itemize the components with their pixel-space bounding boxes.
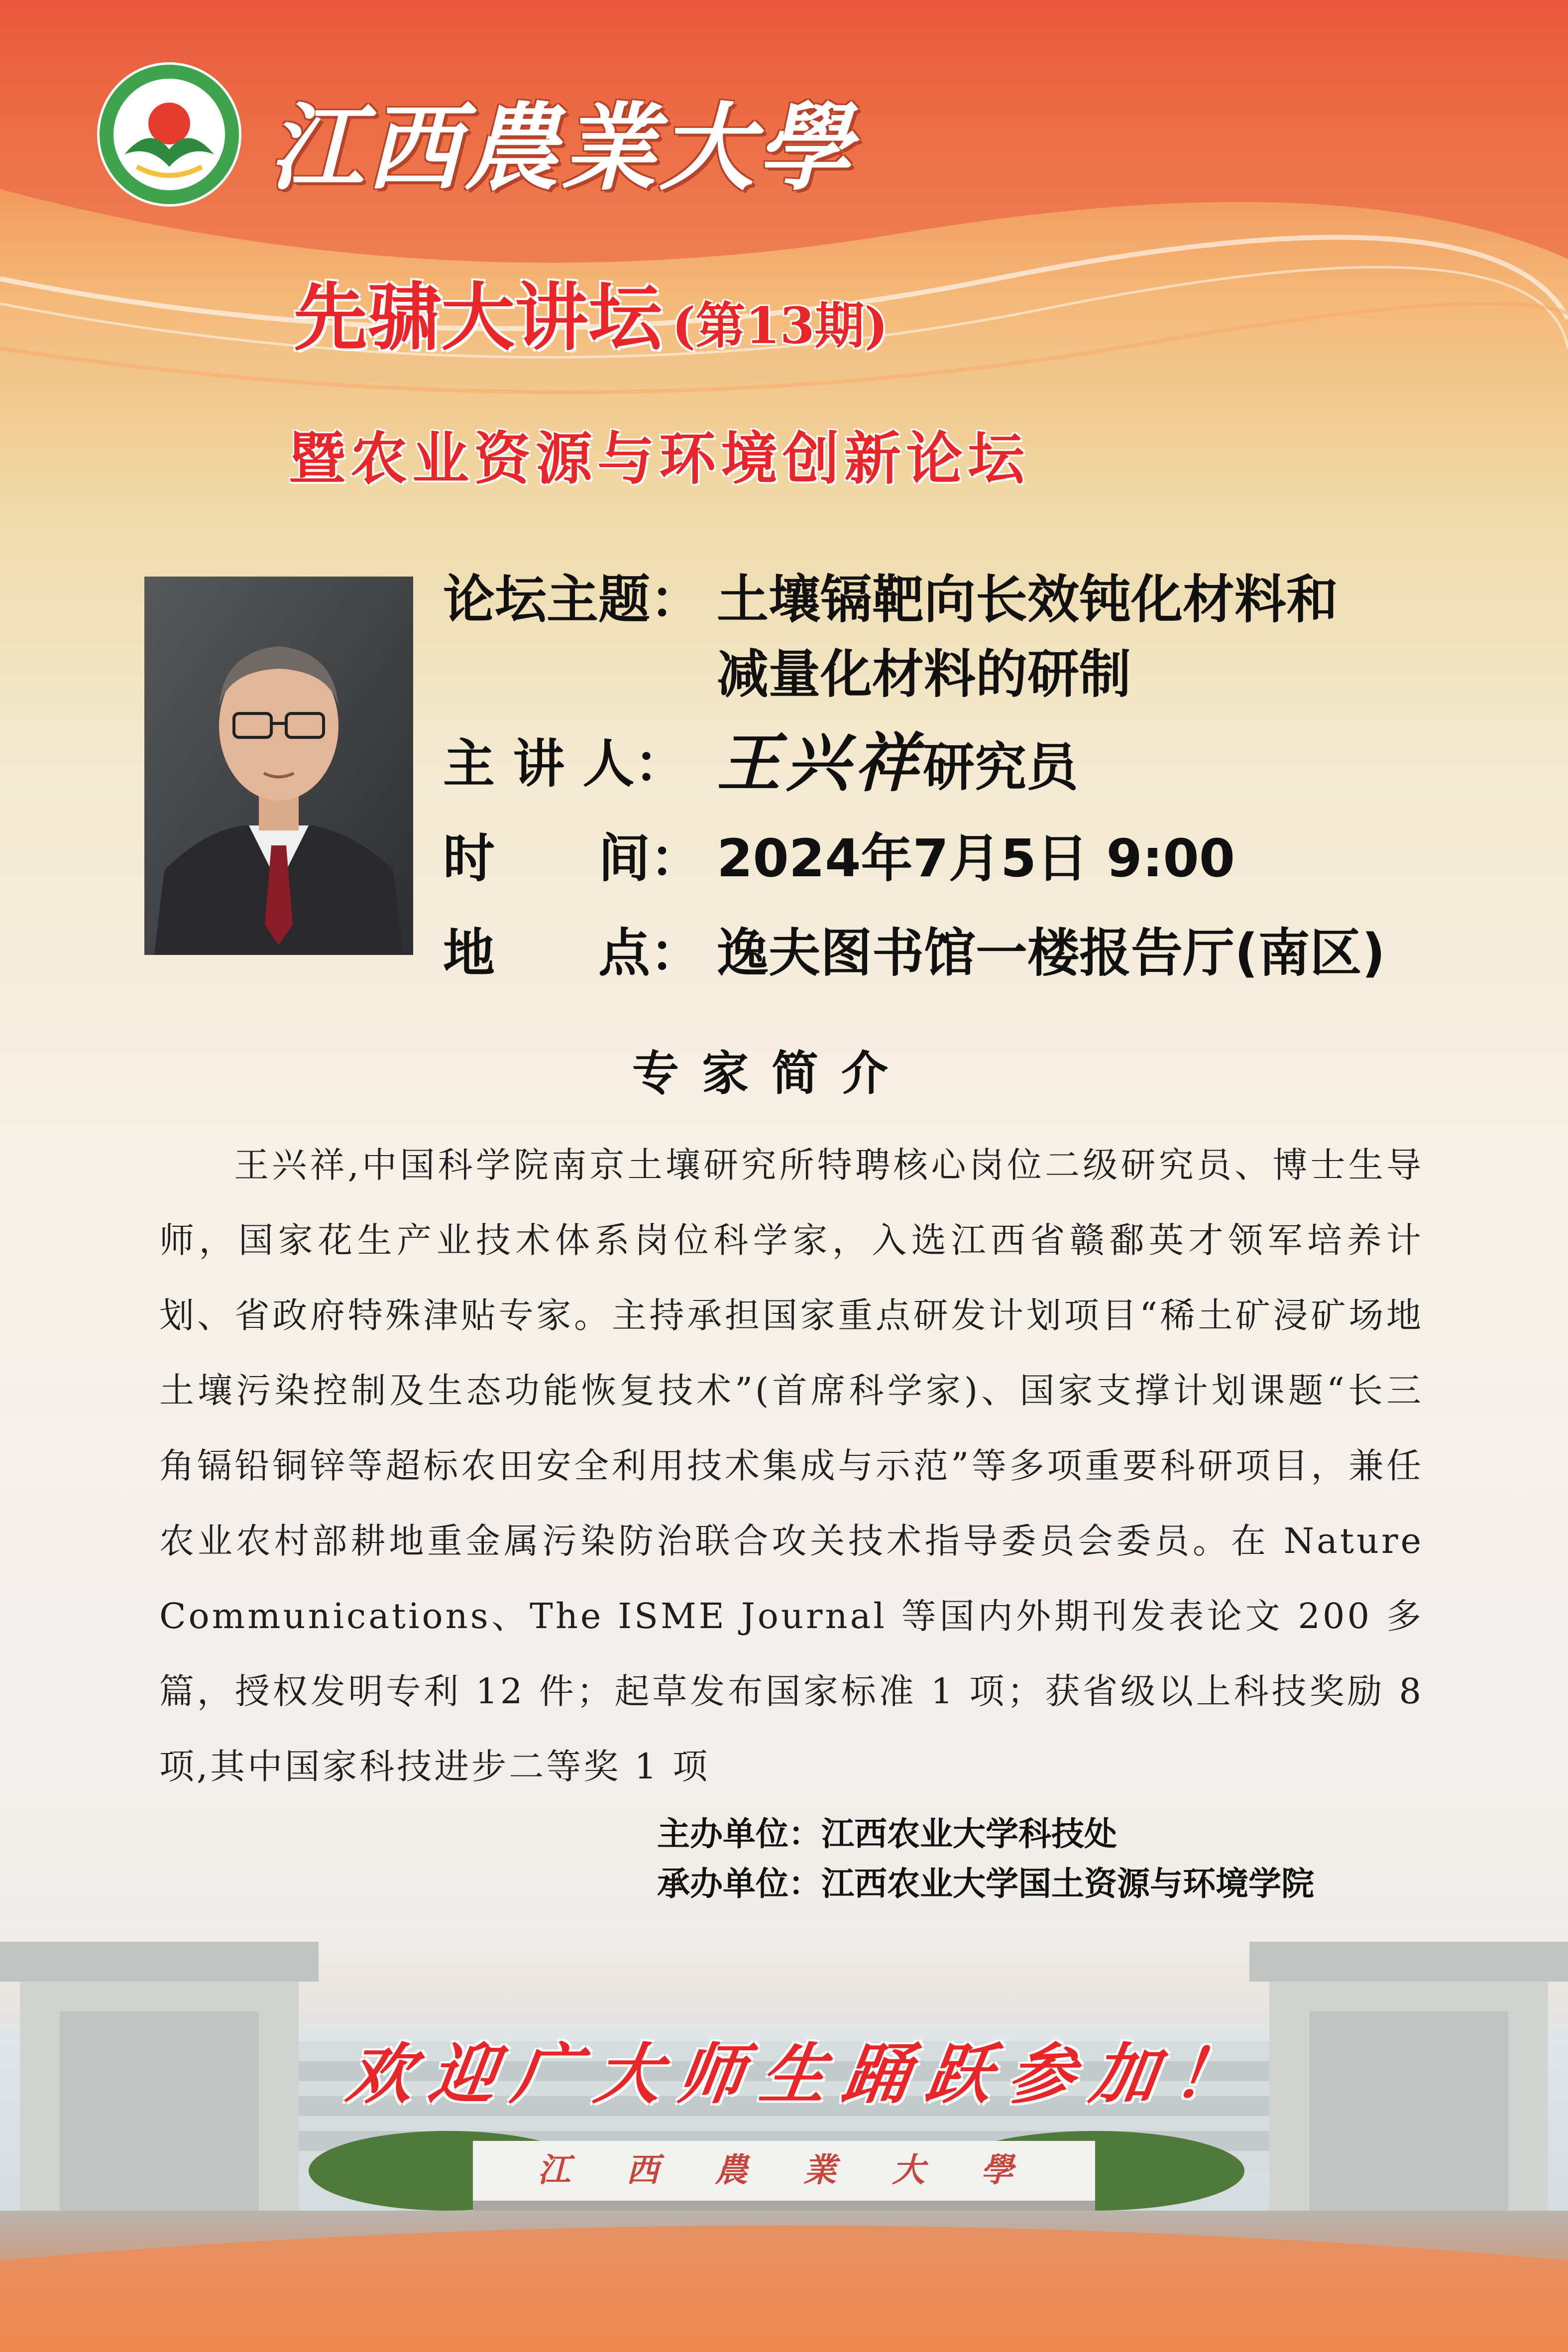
- topic-line-1: 土壤镉靶向长效钝化材料和: [717, 569, 1339, 630]
- university-name: 江西農業大學: [269, 92, 855, 203]
- topic-line-2: 减量化材料的研制: [717, 644, 1131, 705]
- speaker-info: [717, 712, 1078, 804]
- forum-issue-number: (第13期): [672, 296, 888, 355]
- forum-title-main: 先骕大讲坛: [294, 275, 662, 360]
- host-unit: 主办单位：江西农业大学科技处: [657, 1815, 1117, 1853]
- welcome-banner: 欢迎广大师生踊跃参加！: [342, 2036, 1262, 2113]
- speaker-bio: 王兴祥,中国科学院南京土壤研究所特聘核心岗位二级研究员、博士生导师，国家花生产业技术体系岗位科学家，入选江西省赣鄱英才领军培养计划、省政府特殊津贴专家。主持承担国家重点研发计划项目“稀土矿浸矿场地土壤污染控制及生态功能恢复技术”(首席科学家)、国家支撑计划课题“长三角镉铅铜锌等超标农田安全利用技术集成与示范”等多项重要科研项目，兼任农业农村部耕地重金属污染防治联合攻关技术指导委员会委员。在 Nature Communications、The ISME Journal 等国内外期刊发表论文 200 多篇，授权发明专利 12 件；起草发布国家标准 1 项；获省级以上科技奖励 8 项,其中国家科技进步二等奖 1 项: [159, 1145, 1424, 1787]
- place-value: 逸夫图书馆一楼报告厅(南区): [717, 923, 1386, 983]
- forum-title: [294, 259, 888, 364]
- place-label: 地 点：: [443, 923, 702, 983]
- university-logo: [95, 60, 244, 209]
- speaker-title: 研究员: [923, 737, 1079, 798]
- gate-inscription: 江西農業大學: [538, 2150, 1069, 2189]
- topic-label: 论坛主题：: [443, 569, 702, 630]
- speaker-name: 王兴祥: [717, 726, 923, 801]
- time-label: 时 间：: [443, 828, 702, 889]
- intro-heading: 专家简介: [632, 1047, 911, 1101]
- speaker-photo: [144, 577, 413, 955]
- campus-gate-scene: [0, 1912, 1568, 2352]
- speaker-label: 主 讲 人：: [443, 733, 686, 794]
- forum-subtitle: 暨农业资源与环境创新论坛: [289, 426, 1030, 492]
- university-seal-icon: [95, 60, 244, 209]
- time-value: 2024年7月5日 9:00: [717, 828, 1235, 889]
- organizer-unit: 承办单位：江西农业大学国土资源与环境学院: [657, 1865, 1314, 1903]
- speaker-portrait: [144, 577, 413, 955]
